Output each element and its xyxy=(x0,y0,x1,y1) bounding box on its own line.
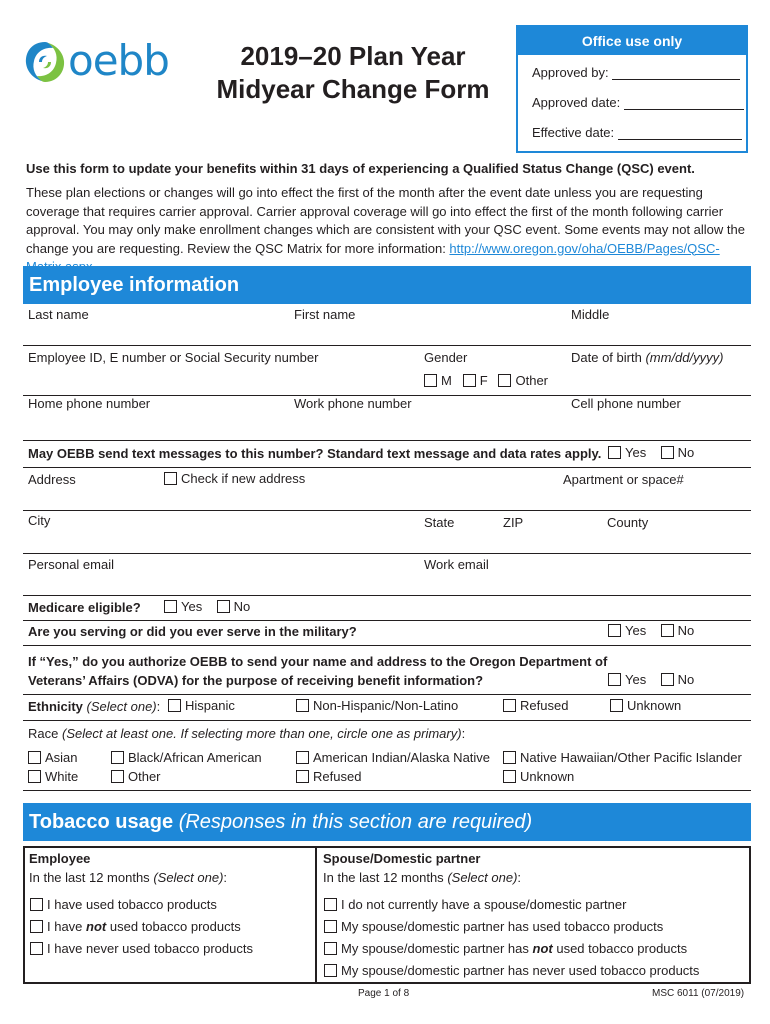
odva-question-line-1: If “Yes,” do you authorize OEBB to send your name and address to the Oregon Department of xyxy=(28,654,608,669)
race-hawaiian-label: Native Hawaiian/Other Pacific Islander xyxy=(520,750,742,765)
tobacco-emp-not-word: not xyxy=(86,919,107,934)
intro-paragraph xyxy=(26,184,746,277)
last-name-label: Last name xyxy=(28,307,89,322)
tobacco-column-divider xyxy=(315,846,317,984)
ethnicity-hispanic-checkbox[interactable] xyxy=(168,699,181,712)
new-address-label: Check if new address xyxy=(181,471,306,486)
race-black-label: Black/African American xyxy=(128,750,262,765)
medicare-no-label: No xyxy=(233,599,251,614)
divider xyxy=(23,553,751,554)
tobacco-sp-none-option xyxy=(324,897,626,912)
divider xyxy=(23,620,751,621)
medicare-options xyxy=(164,599,250,614)
ethnicity-unknown-option xyxy=(610,698,681,713)
text-message-question: May OEBB send text messages to this number? Standard text message and data rates apply. xyxy=(28,446,602,461)
city-label: City xyxy=(28,513,51,528)
apartment-label: Apartment or space# xyxy=(563,472,684,487)
tobacco-emp-never-checkbox[interactable] xyxy=(30,942,43,955)
employee-info-header xyxy=(23,266,751,304)
race-other-label: Other xyxy=(128,769,161,784)
ethnicity-non-hispanic-option xyxy=(296,698,458,713)
home-phone-label: Home phone number xyxy=(28,396,151,411)
first-name-label: First name xyxy=(294,307,356,322)
odva-options xyxy=(608,672,694,687)
approved-date-row xyxy=(532,95,744,110)
race-unknown-checkbox[interactable] xyxy=(503,770,516,783)
tobacco-sp-not-option xyxy=(324,941,687,956)
divider xyxy=(23,790,751,791)
gender-label: Gender xyxy=(424,350,468,365)
approved-by-label: Approved by: xyxy=(532,65,609,80)
gender-options xyxy=(424,373,548,388)
ethnicity-refused-checkbox[interactable] xyxy=(503,699,516,712)
tobacco-sp-never-option xyxy=(324,963,699,978)
medicare-no-checkbox[interactable] xyxy=(217,600,230,613)
race-unknown-label: Unknown xyxy=(520,769,575,784)
race-refused-label: Refused xyxy=(313,769,362,784)
race-native-option xyxy=(296,750,490,765)
race-other-option xyxy=(111,769,161,784)
race-black-checkbox[interactable] xyxy=(111,751,124,764)
text-message-options xyxy=(608,445,694,460)
ethnicity-title: Ethnicity xyxy=(28,699,83,714)
text-yes-checkbox[interactable] xyxy=(608,446,621,459)
form-title xyxy=(208,40,498,106)
race-native-label: American Indian/Alaska Native xyxy=(313,750,491,765)
race-refused-checkbox[interactable] xyxy=(296,770,309,783)
medicare-yes-label: Yes xyxy=(181,599,203,614)
military-options xyxy=(608,623,694,638)
tobacco-emp-not-option xyxy=(30,919,241,934)
personal-email-label: Personal email xyxy=(28,557,114,572)
tobacco-emp-used-checkbox[interactable] xyxy=(30,898,43,911)
medicare-yes-checkbox[interactable] xyxy=(164,600,177,613)
ethnicity-hispanic-option xyxy=(168,698,235,713)
military-no-checkbox[interactable] xyxy=(661,624,674,637)
employee-info-title: Employee information xyxy=(29,274,240,296)
ethnicity-unknown-label: Unknown xyxy=(627,698,682,713)
tobacco-sp-used-checkbox[interactable] xyxy=(324,920,337,933)
ethnicity-refused-option xyxy=(503,698,568,713)
page-number: Page 1 of 8 xyxy=(358,988,410,999)
new-address-option xyxy=(164,471,305,486)
effective-date-label: Effective date: xyxy=(532,125,615,140)
intro-text: These plan elections or changes will go into effect the first of the month after the event date unless you are requesting coverage that requires carrier approval. Carrier approval coverage will go into effect the first of the month following carrier approval. You may only make enrollment changes which are consistent with your QSC event. Some events may not allow the change you are requesting. Review the QSC Matrix for more information: xyxy=(26,185,745,256)
race-white-checkbox[interactable] xyxy=(28,770,41,783)
tobacco-emp-used-option xyxy=(30,897,217,912)
race-unknown-option xyxy=(503,769,574,784)
qsc-matrix-link[interactable]: http://www.oregon.gov/oha/OEBB/Pages/QSC- xyxy=(449,240,720,256)
ethnicity-unknown-checkbox[interactable] xyxy=(610,699,623,712)
tobacco-note: (Responses in this section are required) xyxy=(178,811,533,833)
military-yes-label: Yes xyxy=(625,623,647,638)
race-black-option xyxy=(111,750,262,765)
county-label: County xyxy=(607,515,649,530)
tobacco-sp-never-checkbox[interactable] xyxy=(324,964,337,977)
tobacco-header xyxy=(23,803,751,841)
employee-id-label: Employee ID, E number or Social Security number xyxy=(28,350,319,365)
tobacco-emp-used-label: I have used tobacco products xyxy=(47,897,217,912)
tobacco-sp-none-checkbox[interactable] xyxy=(324,898,337,911)
title-line-2: Midyear Change Form xyxy=(216,74,490,104)
race-native-checkbox[interactable] xyxy=(296,751,309,764)
race-label: Race (Select at least one. If selecting more than one, circle one as primary): xyxy=(28,726,466,741)
tobacco-sp-not-post: used tobacco products xyxy=(556,941,688,956)
military-no-label: No xyxy=(677,623,695,638)
race-refused-option xyxy=(296,769,361,784)
gender-m-checkbox[interactable] xyxy=(424,374,437,387)
intro-heading: Use this form to update your benefits within 31 days of experiencing a Qualified Status Change (QSC) event. xyxy=(26,161,695,176)
divider xyxy=(23,467,751,468)
approved-date-field[interactable] xyxy=(624,97,744,110)
cell-phone-label: Cell phone number xyxy=(571,396,681,411)
logo-text: oebb xyxy=(68,36,169,85)
race-hawaiian-option xyxy=(503,750,742,765)
dob-label xyxy=(571,350,723,365)
gender-f-checkbox[interactable] xyxy=(463,374,476,387)
odva-yes-checkbox[interactable] xyxy=(608,673,621,686)
military-yes-checkbox[interactable] xyxy=(608,624,621,637)
tobacco-employee-select: (Select one) xyxy=(153,870,224,885)
divider xyxy=(23,510,751,511)
medicare-question: Medicare eligible? xyxy=(28,600,141,615)
gender-other-label: Other xyxy=(515,373,548,388)
office-use-header: Office use only xyxy=(518,27,746,55)
ethnicity-non-hispanic-checkbox[interactable] xyxy=(296,699,309,712)
tobacco-emp-not-pre: I have xyxy=(47,919,83,934)
title-line-1: 2019–20 Plan Year xyxy=(240,41,466,71)
divider xyxy=(23,645,751,646)
race-note: (Select at least one. If selecting more than one, circle one as primary) xyxy=(61,726,462,741)
dob-text: Date of birth xyxy=(571,350,642,365)
tobacco-emp-never-label: I have never used tobacco products xyxy=(47,941,253,956)
text-no-label: No xyxy=(677,445,695,460)
tobacco-sp-none-label: I do not currently have a spouse/domestic partner xyxy=(341,897,627,912)
odva-yes-label: Yes xyxy=(625,672,647,687)
tobacco-emp-not-post: used tobacco products xyxy=(109,919,241,934)
gender-m-label: M xyxy=(441,373,452,388)
ethnicity-refused-label: Refused xyxy=(520,698,569,713)
divider xyxy=(23,440,751,441)
tobacco-emp-not-checkbox[interactable] xyxy=(30,920,43,933)
work-email-label: Work email xyxy=(424,557,489,572)
race-other-checkbox[interactable] xyxy=(111,770,124,783)
form-code: MSC 6011 (07/2019) xyxy=(652,988,745,999)
approved-date-label: Approved date: xyxy=(532,95,621,110)
military-question: Are you serving or did you ever serve in the military? xyxy=(28,624,357,639)
divider xyxy=(23,720,751,721)
ethnicity-hispanic-label: Hispanic xyxy=(185,698,235,713)
tobacco-sp-not-word: not xyxy=(532,941,553,956)
tobacco-sp-not-checkbox[interactable] xyxy=(324,942,337,955)
tobacco-employee-instruction: In the last 12 months (Select one): xyxy=(29,870,228,885)
office-use-box xyxy=(516,25,748,153)
ethnicity-label: Ethnicity (Select one): xyxy=(28,699,161,714)
divider xyxy=(23,694,751,695)
odva-question-line-2: Veterans’ Affairs (ODVA) for the purpose of receiving benefit information? xyxy=(28,673,484,688)
middle-name-label: Middle xyxy=(571,307,610,322)
tobacco-sp-never-label: My spouse/domestic partner has never used tobacco products xyxy=(341,963,700,978)
gender-f-label: F xyxy=(479,373,488,388)
oebb-logo xyxy=(22,38,172,88)
tobacco-employee-last12: In the last 12 months xyxy=(29,870,150,885)
ethnicity-note: (Select one) xyxy=(86,699,157,714)
state-label: State xyxy=(424,515,455,530)
approved-by-field[interactable] xyxy=(612,67,740,80)
text-no-checkbox[interactable] xyxy=(661,446,674,459)
race-asian-option xyxy=(28,750,78,765)
approved-by-row xyxy=(532,65,740,80)
tobacco-emp-never-option xyxy=(30,941,253,956)
effective-date-field[interactable] xyxy=(618,127,742,140)
new-address-checkbox[interactable] xyxy=(164,472,177,485)
race-asian-checkbox[interactable] xyxy=(28,751,41,764)
odva-no-checkbox[interactable] xyxy=(661,673,674,686)
race-asian-label: Asian xyxy=(45,750,78,765)
text-yes-label: Yes xyxy=(625,445,647,460)
oebb-swirl-icon xyxy=(22,38,68,86)
tobacco-sp-not-pre: My spouse/domestic partner has xyxy=(341,941,529,956)
zip-label: ZIP xyxy=(503,515,524,530)
race-white-label: White xyxy=(45,769,79,784)
dob-format: (mm/dd/yyyy) xyxy=(645,350,724,365)
tobacco-sp-used-option xyxy=(324,919,663,934)
tobacco-spouse-instruction: In the last 12 months (Select one): xyxy=(323,870,522,885)
odva-no-label: No xyxy=(677,672,695,687)
tobacco-sp-used-label: My spouse/domestic partner has used tobacco products xyxy=(341,919,664,934)
tobacco-spouse-heading: Spouse/Domestic partner xyxy=(323,851,481,866)
divider xyxy=(23,595,751,596)
divider xyxy=(23,345,751,346)
address-label: Address xyxy=(28,472,76,487)
race-title: Race xyxy=(28,726,59,741)
ethnicity-non-hispanic-label: Non-Hispanic/Non-Latino xyxy=(313,698,459,713)
tobacco-spouse-last12: In the last 12 months xyxy=(323,870,444,885)
tobacco-title: Tobacco usage xyxy=(29,811,174,833)
work-phone-label: Work phone number xyxy=(294,396,412,411)
effective-date-row xyxy=(532,125,742,140)
race-white-option xyxy=(28,769,78,784)
tobacco-spouse-select: (Select one) xyxy=(447,870,518,885)
tobacco-employee-heading: Employee xyxy=(29,851,91,866)
gender-other-checkbox[interactable] xyxy=(498,374,511,387)
race-hawaiian-checkbox[interactable] xyxy=(503,751,516,764)
